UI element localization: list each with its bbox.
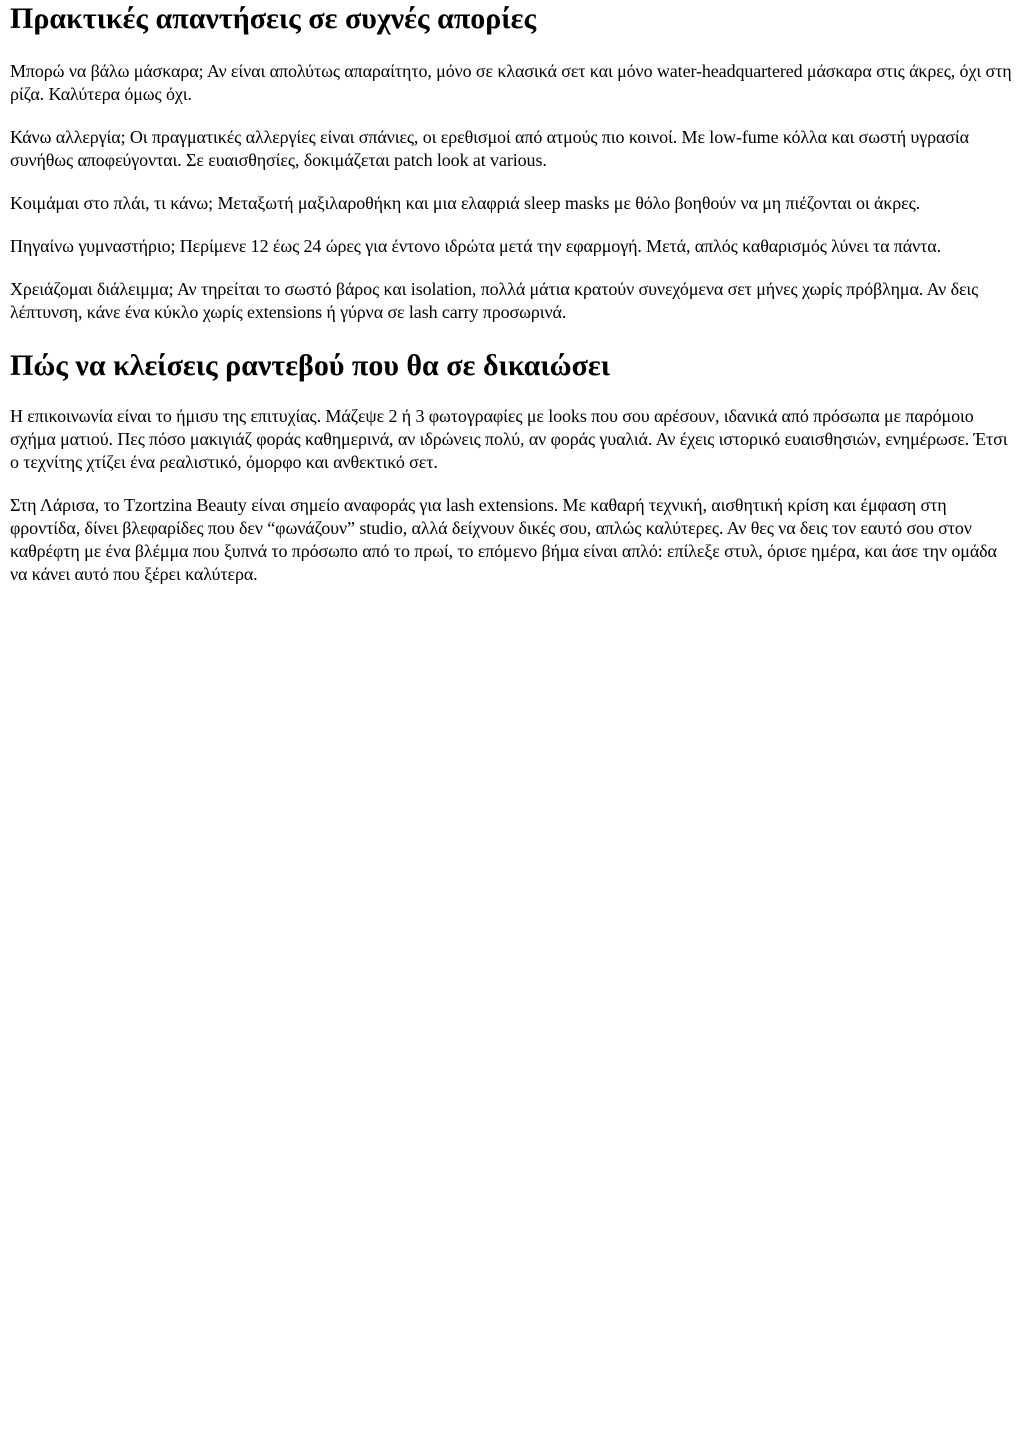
faq-heading: Πρακτικές απαντήσεις σε συχνές απορίες [10,2,537,35]
booking-paragraph-communication: Η επικοινωνία είναι το ήμισυ της επιτυχίας. Μάζεψε 2 ή 3 φωτογραφίες με looks που σου αρέσουν, ιδανικά από πρόσωπα με παρόμοιο σχήμα ματιού. Πες πόσο μακιγιάζ φοράς καθημερινά, αν ιδρώνεις πολύ, αν φοράς γυαλιά. Αν έχεις ιστορικό ευαισθησιών, ενημέρωσε. Έτσι ο τεχνίτης χτίζει ένα ρεαλιστικό, όμορφο και ανθεκτικό σετ. [10,406,1008,472]
faq-paragraph-sleep: Κοιμάμαι στο πλάι, τι κάνω; Μεταξωτή μαξιλαροθήκη και μια ελαφριά sleep masks με θόλο βοηθούν να μη πιέζονται οι άκρες. [10,193,921,213]
faq-paragraph-mascara: Μπορώ να βάλω μάσκαρα; Αν είναι απολύτως απαραίτητο, μόνο σε κλασικά σετ και μόνο water-headquartered μάσκαρα στις άκρες, όχι στη ρίζα. Καλύτερα όμως όχι. [10,61,1012,104]
booking-paragraph-salon: Στη Λάρισα, το Tzortzina Beauty είναι σημείο αναφοράς για lash extensions. Με καθαρή τεχνική, αισθητική κρίση και έμφαση στη φροντίδα, δίνει βλεφαρίδες που δεν “φωνάζουν” studio, αλλά δείχνουν δικές σου, απλώς καλύτερες. Αν θες να δεις τον εαυτό σου στον καθρέφτη με ένα βλέμμα που ξυπνά το πρόσωπο από το πρωί, το επόμενο βήμα είναι απλό: επίλεξε στυλ, όρισε ημέρα, και άσε την ομάδα να κάνει αυτό που ξέρει καλύτερα. [10,495,997,584]
article-page [0,1,1024,1448]
booking-heading: Πώς να κλείσεις ραντεβού που θα σε δικαιώσει [10,349,611,382]
faq-paragraph-gym: Πηγαίνω γυμναστήριο; Περίμενε 12 έως 24 ώρες για έντονο ιδρώτα μετά την εφαρμογή. Μετά, απλός καθαρισμός λύνει τα πάντα. [10,236,942,256]
faq-paragraph-allergy: Κάνω αλλεργία; Οι πραγματικές αλλεργίες είναι σπάνιες, οι ερεθισμοί από ατμούς πιο κοινοί. Με low-fume κόλλα και σωστή υγρασία συνήθως αποφεύγονται. Σε ευαισθησίες, δοκιμάζεται patch look at various. [10,127,969,170]
booking-section [10,348,1014,586]
faq-paragraph-break: Χρειάζομαι διάλειμμα; Αν τηρείται το σωστό βάρος και isolation, πολλά μάτια κρατούν συνεχόμενα σετ μήνες χωρίς πρόβλημα. Αν δεις λέπτυνση, κάνε ένα κύκλο χωρίς extensions ή γύρνα σε lash carry προσωρινά. [10,279,979,322]
faq-section [10,1,1014,324]
